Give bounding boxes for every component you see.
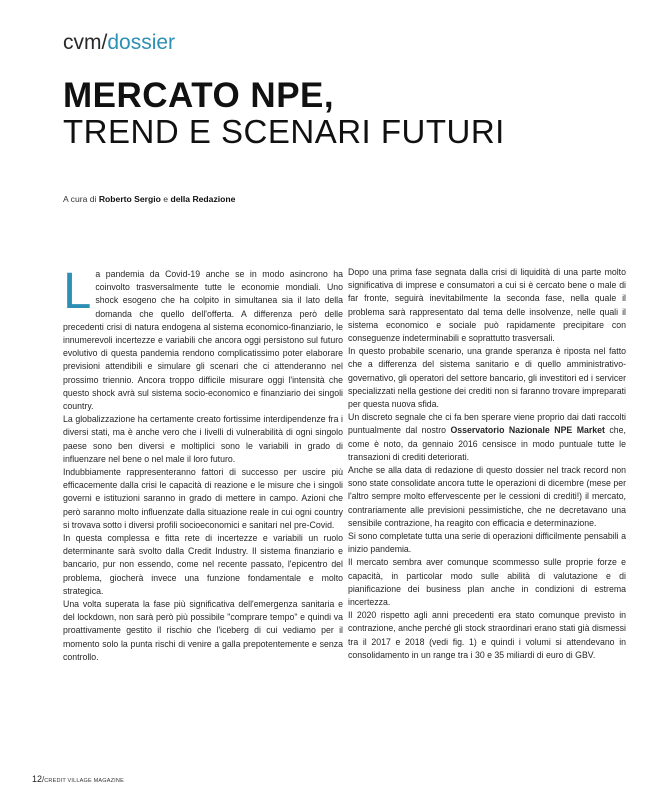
paragraph-text: Un discreto segnale che ci fa ben sperare viene proprio dai dati raccolti puntualmente dal nostro bbox=[348, 412, 626, 436]
section-tag bbox=[63, 30, 175, 56]
left-column bbox=[63, 262, 343, 664]
byline-organization: della Redazione bbox=[170, 194, 236, 204]
paragraph: In questo probabile scenario, una grande speranza è riposta nel fatto che a differenza del sistema sanitario e di quello amministrativo-governativo, gli operatori del settore bancario, gli investitori ed i servicer specializzati nella gestione dei crediti non si faranno trovare impreparati per questa nuova sfida. bbox=[348, 346, 626, 410]
byline-prefix: A cura di bbox=[63, 194, 99, 204]
footer-slash: / bbox=[42, 775, 45, 784]
magazine-name: CREDIT VILLAGE MAGAZINE bbox=[44, 778, 124, 784]
page-footer bbox=[32, 774, 124, 786]
paragraph-text: a pandemia da Covid-19 anche se in modo asincrono ha coinvolto trasversalmente tutte le economie mondiali. Uno shock esogeno che ha colpito in simultanea sia il lato della domanda che quello dell'offerta. A differenza però delle precedenti crisi di natura endogena al sistema economico-finanziario, le innumerevoli incertezze e variabili che ancora oggi persistono sul futuro evolutivo di questa pandemia rendono complicatissimo poter elaborare previsioni attendibili e simulare gli scenari che ci attenderanno nel prossimo triennio. Ancora troppo difficile misurare oggi l'intensità che questo shock avrà sul sistema socio-economico e finanziario dei singoli country. bbox=[63, 269, 343, 412]
paragraph bbox=[348, 411, 626, 464]
paragraph: In questa complessa e fitta rete di incertezze e variabili un ruolo determinante sarà svolto dalla Credit Industry. Il sistema finanziario e bancario, pur non essendo, come nel recente passato, l'epicentro del problema, giocherà invece una funzione fondamentale e molto strategica. bbox=[63, 533, 343, 596]
section-tag-name: dossier bbox=[107, 31, 176, 54]
page-number: 12 bbox=[32, 774, 43, 784]
paragraph-text: che, come è noto, da gennaio 2016 censisce in modo puntuale tutte le transazioni di crediti deteriorati. bbox=[348, 425, 626, 462]
byline bbox=[63, 194, 235, 205]
paragraph: Una volta superata la fase più significativa dell'emergenza sanitaria e del lockdown, non sarà però più possibile "comprare tempo" e quindi va proattivamente gestito il rischio che l'iceberg di cui vediamo per il momento solo la punta rischi di venire a galla prepotentemente e senza controllo. bbox=[63, 599, 343, 662]
byline-conjunction: e bbox=[160, 194, 171, 204]
article-title bbox=[63, 78, 643, 149]
paragraph: Il mercato sembra aver comunque scommesso sulle proprie forze e capacità, in particolar modo sulle abilità di valutazione e di pianificazione dei business plan anche in condizioni di estrema incertezza. bbox=[348, 557, 626, 608]
paragraph: Il 2020 rispetto agli anni precedenti era stato comunque previsto in contrazione, anche perché gli stock straordinari erano stati già dismessi tra il 2017 e 2018 (vedi fig. 1) e quindi i volumi si attendevano in consolidamento in un range tra i 30 e 35 miliardi di euro di GBV. bbox=[348, 610, 626, 660]
paragraph bbox=[63, 262, 343, 413]
paragraph: La globalizzazione ha certamente creato fortissime interdipendenze fra i diversi stati, ma è anche vero che i livelli di vulnerabilità di ogni singolo paese sono ben diversi e moltiplici sono le variabili in grado di influenzare nel bene o nel male il loro futuro. bbox=[63, 414, 343, 464]
section-tag-slash: / bbox=[101, 31, 108, 54]
paragraph: Anche se alla data di redazione di questo dossier nel track record non sono state consolidate ancora tutte le operazioni di dicembre (mese per l'altro sempre molto effervescente per le cessioni di crediti!) il mercato, contrariamente alle previsioni pessimistiche, che ne decretavano una sensibile contrazione, ha reagito con efficacia e determinazione. bbox=[348, 465, 626, 528]
paragraph: Dopo una prima fase segnata dalla crisi di liquidità di una parte molto significativa di imprese e consumatori a cui si è cercato bene o male di far fronte, seguirà inevitabilmente la seconda fase, nella quale il problema sarà rappresentato dal tema delle insolvenze, nelle quali il sistema economico e sociale può rapidamente precipitare con conseguenze indeterminabili e soprattutto trasversali. bbox=[348, 267, 626, 344]
right-column bbox=[348, 266, 626, 662]
paragraph: Si sono completate tutta una serie di operazioni difficilmente pensabili a inizio pandemia. bbox=[348, 531, 626, 555]
section-tag-prefix: cvm bbox=[63, 31, 102, 54]
article-title-line1: MERCATO NPE, bbox=[63, 76, 335, 115]
observatory-name: Osservatorio Nazionale NPE Market bbox=[450, 425, 605, 436]
paragraph: Indubbiamente rappresenteranno fattori di successo per uscire più efficacemente dalla crisi le capacità di reazione e le misure che i singoli governi e istituzioni saranno in grado di mettere in campo. Azioni che però saranno molto influenzate dalla situazione reale in cui ogni country si trovava sotto i diversi profili socioeconomici e sanitari nel pre-Covid. bbox=[63, 467, 343, 530]
byline-author: Roberto Sergio bbox=[98, 194, 161, 204]
drop-cap: L bbox=[63, 262, 92, 319]
article-title-line2: TREND E SCENARI FUTURI bbox=[63, 113, 505, 150]
